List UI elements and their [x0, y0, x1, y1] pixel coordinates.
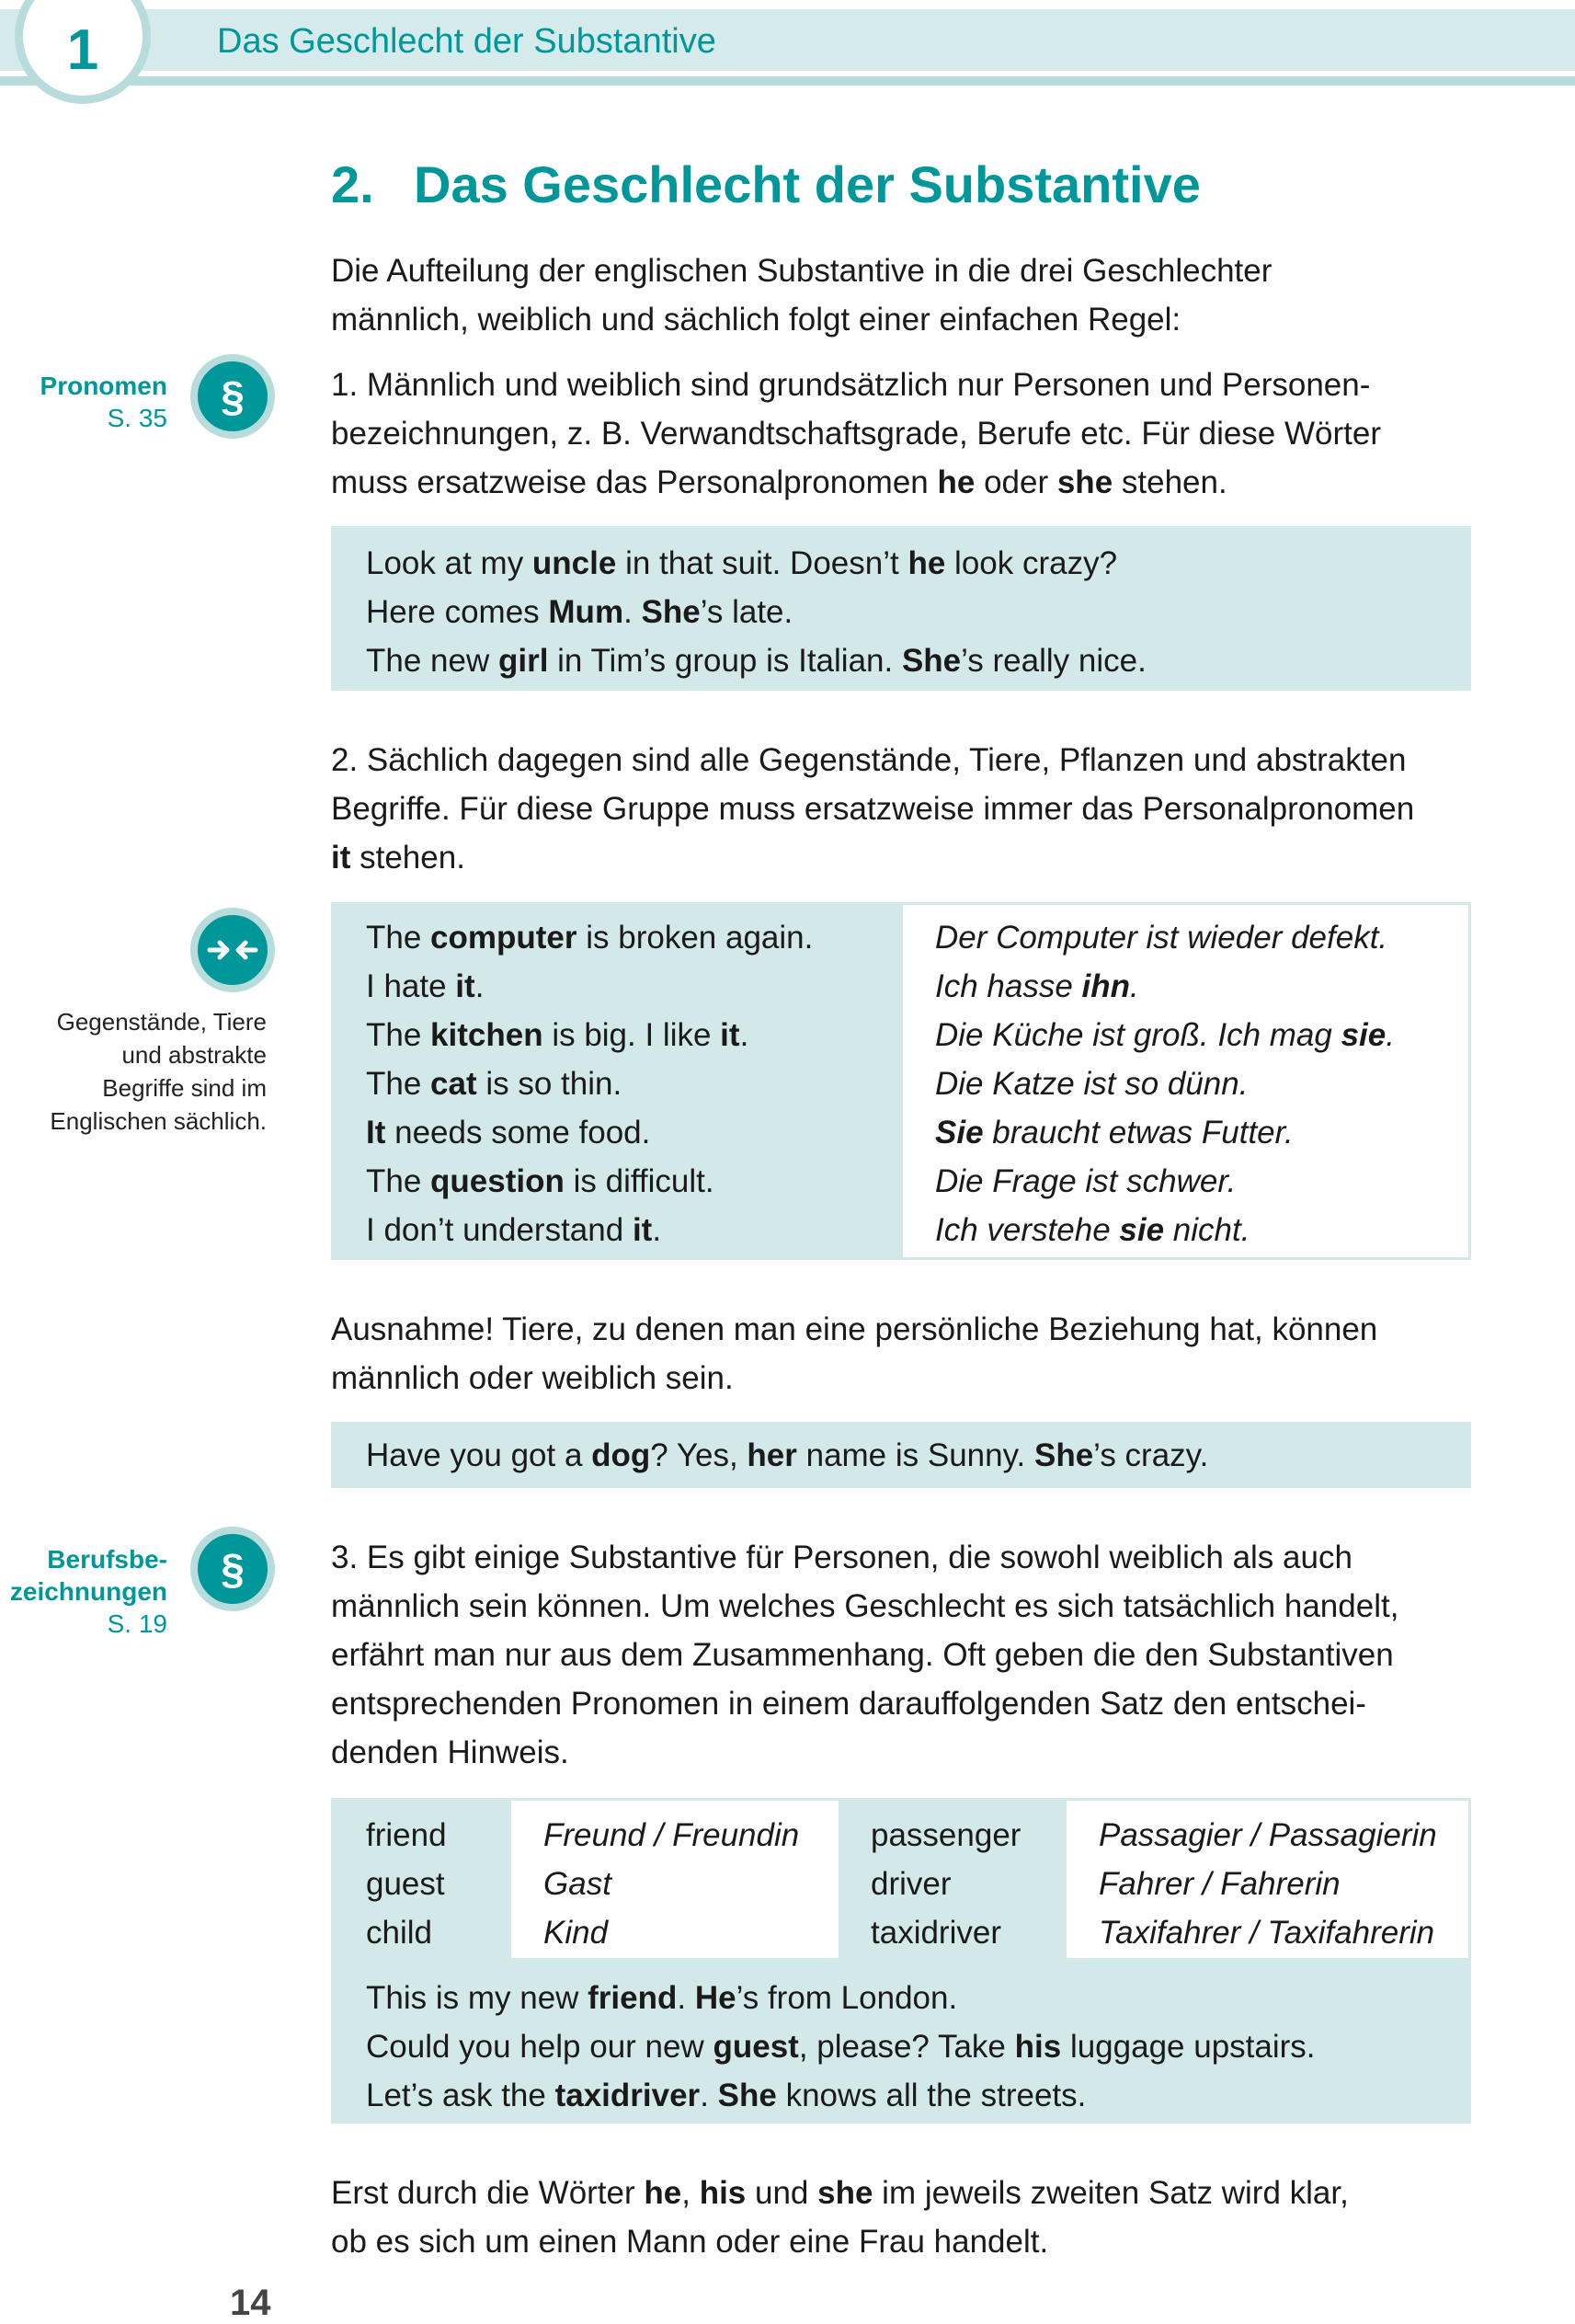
text-segment: The	[366, 920, 431, 956]
text-segment: ’s late.	[700, 594, 793, 630]
text-segment: Freund / Freundin	[543, 1817, 800, 1853]
text-segment: Gegenstände, Tiere	[56, 1008, 267, 1036]
emphasized-word: his	[1014, 2029, 1062, 2065]
text-segment: ’s crazy.	[1093, 1437, 1209, 1473]
text-segment: stehen.	[1113, 464, 1227, 500]
section-heading	[331, 153, 1201, 217]
text-segment: is so thin.	[476, 1066, 622, 1102]
emphasized-word: her	[747, 1437, 797, 1473]
text-line	[935, 913, 1468, 962]
emphasized-word: sie	[1119, 1212, 1165, 1248]
chapter-header-rule	[0, 76, 1575, 86]
vocab-english-1	[334, 1801, 511, 1958]
text-segment: I don’t understand	[366, 1212, 633, 1248]
text-segment: Taxifahrer / Taxifahrerin	[1099, 1915, 1435, 1951]
text-line	[331, 1582, 1480, 1631]
emphasized-word: She	[641, 594, 701, 630]
text-segment: männlich sein können. Um welches Geschlecht es sich tatsächlich handelt,	[331, 1588, 1399, 1624]
text-segment: und abstrakte	[121, 1041, 267, 1069]
english-column	[334, 905, 903, 1257]
text-line	[366, 1206, 903, 1254]
text-line	[366, 1431, 1471, 1480]
text-segment: Die Küche ist groß. Ich mag	[935, 1017, 1341, 1053]
text-segment: 1. Männlich und weiblich sind grundsätzlich nur Personen und Personen-	[331, 367, 1371, 403]
text-line	[871, 1811, 1067, 1860]
emphasized-word: cat	[430, 1066, 477, 1102]
emphasized-word: he	[907, 545, 946, 581]
text-segment: The	[366, 1066, 431, 1102]
text-line	[543, 1860, 839, 1908]
text-segment: .	[700, 2078, 718, 2113]
emphasized-word: it	[331, 840, 351, 876]
text-segment: .	[1386, 1017, 1395, 1053]
cross-reference-pronomen[interactable]	[40, 370, 167, 434]
text-segment: männlich, weiblich und sächlich folgt einer einfachen Regel:	[331, 302, 1181, 338]
text-line	[366, 1811, 511, 1860]
text-segment: is big. I like	[542, 1017, 721, 1053]
text-segment: Kind	[543, 1915, 609, 1951]
text-line	[935, 1206, 1468, 1254]
text-line	[331, 1631, 1480, 1679]
text-line	[331, 736, 1480, 784]
text-segment: The	[366, 1163, 431, 1199]
text-segment: in that suit. Doesn’t	[616, 545, 908, 581]
text-line	[331, 295, 1480, 344]
german-column	[903, 905, 1468, 1257]
text-segment: look crazy?	[945, 545, 1118, 581]
emphasized-word: Sie	[935, 1115, 984, 1151]
text-line	[366, 2022, 1471, 2071]
vocabulary-table	[331, 1798, 1471, 1958]
text-segment: in Tim’s group is Italian.	[548, 643, 902, 679]
chapter-number: 1	[66, 17, 99, 82]
text-line	[50, 1005, 267, 1038]
emphasized-word: his	[699, 2175, 747, 2211]
text-line	[935, 1108, 1468, 1157]
text-line	[366, 539, 1471, 588]
text-segment: Erst durch die Wörter	[331, 2175, 645, 2211]
text-segment: ’s from London.	[736, 1980, 958, 2016]
cross-reference-page: S. 19	[107, 1609, 167, 1638]
emphasized-word: Mum	[548, 594, 624, 630]
text-segment: This is my new	[366, 1980, 588, 2016]
emphasized-word: he	[937, 464, 976, 500]
text-segment: 3. Es gibt einige Substantive für Personen, die sowohl weiblich als auch	[331, 1540, 1352, 1575]
text-line	[331, 458, 1480, 507]
text-segment: im jeweils zweiten Satz wird klar,	[873, 2175, 1349, 2211]
text-line	[331, 1354, 1480, 1402]
text-segment: Ausnahme! Tiere, zu denen man eine persönliche Beziehung hat, können	[331, 1311, 1378, 1347]
emphasized-word: question	[430, 1163, 565, 1199]
text-segment: guest	[366, 1866, 445, 1902]
text-line	[871, 1908, 1067, 1957]
emphasized-word: taxidriver	[554, 2078, 701, 2113]
emphasized-word: kitchen	[430, 1017, 543, 1053]
text-line	[1099, 1811, 1468, 1860]
text-segment: erfährt man nur aus dem Zusammenhang. Oft geben die den Substantiven	[331, 1637, 1394, 1673]
emphasized-word: guest	[713, 2029, 799, 2065]
text-line	[50, 1071, 267, 1105]
text-line	[331, 1533, 1480, 1582]
intro-paragraph	[331, 246, 1480, 344]
text-segment: The new	[366, 643, 498, 679]
text-line	[331, 246, 1480, 295]
vocab-german-2	[1067, 1801, 1468, 1958]
text-segment: Have you got a	[366, 1437, 592, 1473]
emphasized-word: he	[644, 2175, 682, 2211]
rule-3-paragraph	[331, 1533, 1480, 1777]
cross-reference-title-line-1: Berufsbe-	[47, 1545, 167, 1574]
text-segment: .	[623, 594, 642, 630]
text-segment: .	[652, 1212, 662, 1248]
text-segment: Die Katze ist so dünn.	[935, 1066, 1249, 1102]
text-line	[50, 1038, 267, 1071]
text-segment: 2. Sächlich dagegen sind alle Gegenstände, Tiere, Pflanzen und abstrakten	[331, 742, 1407, 778]
translation-table	[331, 902, 1471, 1260]
conclusion-paragraph	[331, 2169, 1480, 2266]
text-segment: child	[366, 1915, 432, 1951]
text-segment: Here comes	[366, 594, 549, 630]
vocab-german-1	[511, 1801, 839, 1958]
text-line	[543, 1908, 839, 1957]
text-line	[331, 1728, 1480, 1777]
text-segment: .	[677, 1980, 695, 2016]
text-line	[331, 1305, 1480, 1354]
emphasized-word: dog	[591, 1437, 651, 1473]
text-segment: Begriffe. Für diese Gruppe muss ersatzweise immer das Personalpronomen	[331, 791, 1415, 827]
text-segment: Begriffe sind im	[102, 1074, 267, 1102]
text-segment: Ich hasse	[935, 968, 1082, 1004]
text-segment: Let’s ask the	[366, 2078, 555, 2113]
rule-1-paragraph	[331, 361, 1480, 507]
emphasized-word: girl	[497, 643, 549, 679]
text-line	[331, 833, 1480, 882]
emphasized-word: it	[632, 1212, 653, 1248]
emphasized-word: it	[720, 1017, 740, 1053]
text-line	[366, 1011, 903, 1059]
text-line	[871, 1860, 1067, 1908]
text-line	[543, 1811, 839, 1860]
text-segment: männlich oder weiblich sein.	[331, 1360, 734, 1396]
text-segment: braucht etwas Futter.	[983, 1115, 1294, 1151]
text-segment: Passagier / Passagierin	[1099, 1817, 1437, 1853]
arrows-inward-icon	[190, 908, 275, 992]
page-number: 14	[230, 2283, 271, 2323]
text-line	[331, 2169, 1480, 2217]
emphasized-word: ihn	[1081, 968, 1131, 1004]
text-segment: .	[1130, 968, 1139, 1004]
exception-paragraph	[331, 1305, 1480, 1402]
text-segment: ob es sich um einen Mann oder eine Frau handelt.	[331, 2224, 1049, 2260]
text-segment: Ich verstehe	[935, 1212, 1120, 1248]
example-box-1	[331, 526, 1471, 691]
text-line	[366, 1908, 511, 1957]
text-segment: .	[474, 968, 485, 1004]
emphasized-word: she	[1056, 464, 1113, 500]
text-segment: needs some food.	[385, 1115, 651, 1151]
emphasized-word: she	[817, 2175, 873, 2211]
text-segment: oder	[975, 464, 1057, 500]
text-line	[331, 361, 1480, 409]
text-line	[50, 1105, 267, 1138]
paragraph-icon: §	[190, 354, 275, 439]
paragraph-icon: §	[190, 1527, 275, 1611]
text-segment: Die Aufteilung der englischen Substantive in die drei Geschlechter	[331, 253, 1273, 289]
text-line	[935, 1011, 1468, 1059]
text-segment: Die Frage ist schwer.	[935, 1163, 1237, 1199]
text-line	[366, 1059, 903, 1108]
text-segment: name is Sunny.	[796, 1437, 1034, 1473]
text-segment: stehen.	[350, 840, 465, 876]
emphasized-word: He	[694, 1980, 736, 2016]
text-line	[366, 1860, 511, 1908]
emphasized-word: She	[717, 2078, 777, 2113]
text-segment: muss ersatzweise das Personalpronomen	[331, 464, 938, 500]
text-line	[935, 1059, 1468, 1108]
text-line	[1099, 1908, 1468, 1957]
text-segment: ? Yes,	[650, 1437, 748, 1473]
running-header-title: Das Geschlecht der Substantive	[217, 22, 716, 61]
text-segment: .	[739, 1017, 749, 1053]
example-box-3	[331, 1958, 1471, 2124]
text-line	[935, 1157, 1468, 1206]
emphasized-word: uncle	[531, 545, 617, 581]
emphasized-word: computer	[430, 920, 577, 956]
text-line	[1099, 1860, 1468, 1908]
text-line	[366, 1974, 1471, 2022]
text-segment: is broken again.	[576, 920, 814, 956]
text-line	[366, 588, 1471, 636]
text-segment: friend	[366, 1817, 447, 1853]
vocab-english-2	[839, 1801, 1067, 1958]
emphasized-word: it	[455, 968, 475, 1004]
text-segment: bezeichnungen, z. B. Verwandtschaftsgrade, Berufe etc. Für diese Wörter	[331, 416, 1381, 452]
text-segment: luggage upstairs.	[1061, 2029, 1316, 2065]
text-segment: driver	[871, 1866, 952, 1902]
cross-reference-page: S. 35	[107, 404, 167, 432]
text-line	[331, 1679, 1480, 1728]
text-line	[366, 962, 903, 1011]
text-segment: , please? Take	[798, 2029, 1015, 2065]
text-line	[331, 784, 1480, 833]
text-segment: Could you help our new	[366, 2029, 713, 2065]
text-line	[331, 2217, 1480, 2266]
text-segment: Fahrer / Fahrerin	[1099, 1866, 1341, 1902]
text-segment: Look at my	[366, 545, 532, 581]
emphasized-word: sie	[1341, 1017, 1387, 1053]
text-segment: nicht.	[1164, 1212, 1250, 1248]
cross-reference-title: Pronomen	[40, 372, 167, 400]
text-segment: denden Hinweis.	[331, 1734, 569, 1770]
text-line	[366, 913, 903, 962]
text-line	[366, 1108, 903, 1157]
cross-reference-berufsbezeichnungen[interactable]	[10, 1543, 167, 1640]
text-segment: is difficult.	[564, 1163, 714, 1199]
text-segment: taxidriver	[871, 1915, 1001, 1951]
text-segment: I hate	[366, 968, 456, 1004]
text-segment: knows all the streets.	[776, 2078, 1087, 2113]
text-line	[331, 409, 1480, 458]
example-box-2	[331, 1422, 1471, 1488]
text-line	[366, 1157, 903, 1206]
rule-2-paragraph	[331, 736, 1480, 882]
text-segment: Englischen sächlich.	[50, 1107, 267, 1135]
text-segment: Gast	[543, 1866, 611, 1902]
text-segment: Der Computer ist wieder defekt.	[935, 920, 1388, 956]
chapter-badge	[15, 0, 151, 104]
emphasized-word: It	[366, 1115, 386, 1151]
text-line	[366, 2071, 1471, 2120]
section-title: Das Geschlecht der Substantive	[414, 155, 1201, 213]
text-segment: The	[366, 1017, 431, 1053]
text-segment: und	[746, 2175, 818, 2211]
emphasized-word: She	[901, 643, 962, 679]
text-segment: ,	[681, 2175, 700, 2211]
margin-note	[50, 1005, 267, 1138]
section-number: 2.	[331, 155, 374, 213]
cross-reference-title-line-2: zeichnungen	[9, 1577, 167, 1606]
text-segment: entsprechenden Pronomen in einem darauffolgenden Satz den entschei-	[331, 1686, 1366, 1722]
text-line	[935, 962, 1468, 1011]
text-segment: passenger	[871, 1817, 1021, 1853]
emphasized-word: She	[1033, 1437, 1094, 1473]
text-segment: ’s really nice.	[961, 643, 1147, 679]
emphasized-word: friend	[588, 1980, 678, 2016]
text-line	[366, 636, 1471, 685]
